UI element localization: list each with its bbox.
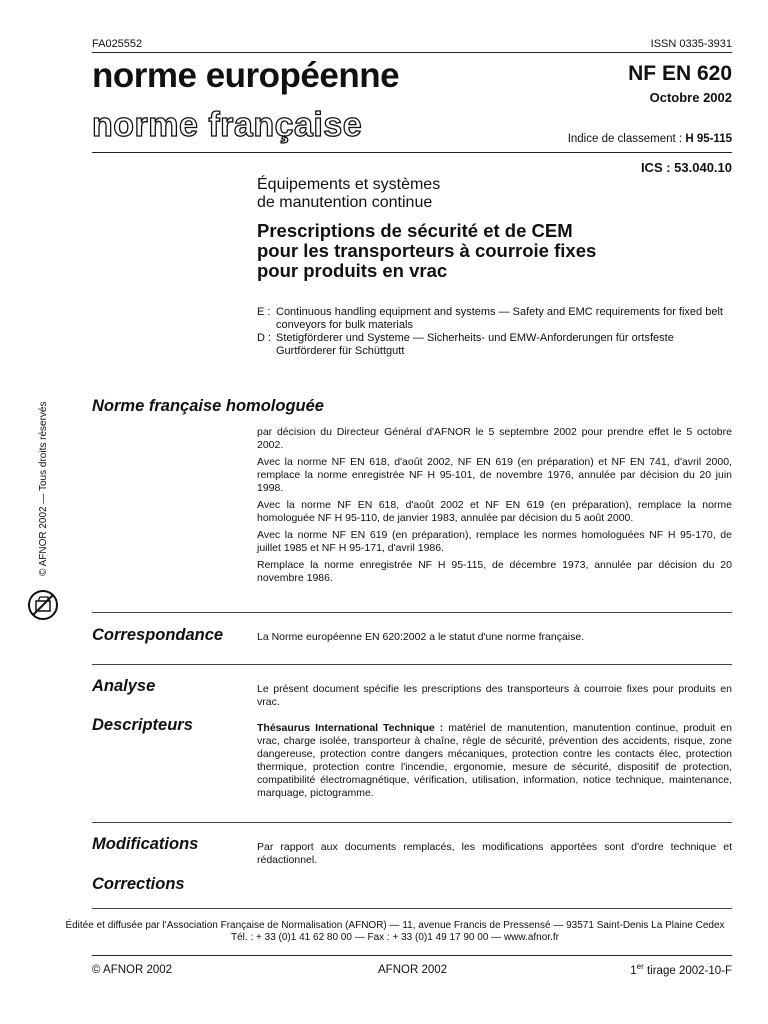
modifications-text: Par rapport aux documents remplacés, les modifications apportées sont d'ordre technique et rédactionnel. (257, 841, 732, 866)
ics-code: ICS : 53.040.10 (640, 160, 732, 175)
classement-value: H 95-115 (685, 133, 732, 145)
translation-lang: D : (257, 332, 272, 344)
issn: ISSN 0335-3931 (650, 38, 732, 50)
publisher-address: Éditée et diffusée par l'Association Française de Normalisation (AFNOR) — 11, avenue Francis de Pressensé — 93571 Saint-Denis La Plaine Cedex (65, 920, 725, 931)
tirage-number: 1 (630, 964, 637, 977)
tirage-label: tirage 2002-10-F (643, 964, 732, 977)
translated-titles (257, 306, 732, 358)
ics-divider (92, 152, 732, 153)
heading-homologuee: Norme française homologuée (92, 397, 324, 415)
title-norme-europeenne: norme européenne (92, 56, 400, 95)
homologuee-paragraph: Avec la norme NF EN 618, d'août 2002, NF EN 619 (en préparation) et NF EN 741, d'avril 2000, remplace la norme enregistrée NF H 95-101, de novembre 1976, annulée par décision du 20 juin 1998. (257, 456, 732, 494)
main-title-line-2: pour les transporteurs à courroie fixes (257, 240, 597, 261)
subject-line-1: Équipements et systèmes (257, 176, 441, 193)
standard-date: Octobre 2002 (649, 90, 732, 105)
subject (257, 176, 697, 212)
tirage-suffix: er (636, 962, 644, 971)
correspondance-text: La Norme européenne EN 620:2002 a le statut d'une norme française. (257, 631, 585, 643)
main-title-line-1: Prescriptions de sécurité et de CEM (257, 220, 573, 241)
footer-center: AFNOR 2002 (378, 964, 448, 976)
homologuee-paragraph: Avec la norme NF EN 618, d'août 2002 et NF EN 619 (en préparation), remplace la norme homologuée NF H 95-110, de janvier 1983, annulée par décision du 5 août 2000. (257, 499, 732, 524)
sidebar-copyright: © AFNOR 2002 — Tous droits réservés (38, 401, 49, 576)
publisher-info (60, 920, 730, 944)
translation-text: Continuous handling equipment and systems — Safety and EMC requirements for fixed belt conveyors for bulk materials (276, 306, 723, 331)
homologuee-paragraph: par décision du Directeur Général d'AFNOR le 5 septembre 2002 pour prendre effet le 5 octobre 2002. (257, 426, 732, 451)
homologuee-paragraph: Remplace la norme enregistrée NF H 95-115, de décembre 1973, annulée par décision du 20 novembre 1986. (257, 559, 732, 584)
main-title (257, 221, 732, 281)
section-divider (92, 908, 732, 909)
heading-modifications: Modifications (92, 835, 199, 853)
footer-copyright: © AFNOR 2002 (92, 964, 173, 976)
footer-tirage (630, 962, 732, 977)
homologuee-body (257, 426, 732, 589)
standard-number: NF EN 620 (628, 62, 732, 85)
section-divider (92, 612, 732, 613)
classement-label: Indice de classement : (567, 133, 683, 145)
heading-corrections: Corrections (92, 875, 185, 893)
header-divider (92, 52, 732, 53)
sidebar (20, 398, 70, 628)
homologuee-paragraph: Avec la norme NF EN 619 (en préparation), remplace les normes homologuées NF H 95-170, de juillet 1985 et NF H 95-171, d'avril 1986. (257, 529, 732, 554)
section-divider (92, 822, 732, 823)
analyse-text: Le présent document spécifie les prescriptions des transporteurs à courroie fixes pour produits en vrac. (257, 683, 732, 708)
translation-german (257, 332, 732, 358)
no-photocopy-icon (26, 588, 60, 622)
footer-divider (92, 955, 732, 956)
translation-english (257, 306, 732, 332)
heading-correspondance: Correspondance (92, 626, 224, 644)
translation-lang: E : (257, 306, 271, 318)
main-title-line-3: pour produits en vrac (257, 260, 448, 281)
descripteurs-text: matériel de manutention, manutention continue, produit en vrac, charge isolée, transporteur à chaîne, règle de sécurité, prévention des accidents, risque, zone dangereuse, protection contre dangers mécaniques, protection contre les contacts élec, protection thermique, protection contre l'incendie, ergonomie, mesure de sécurité, dispositif de protection, compatibilité électromagnétique, vérification, utilisation, information, notice technique, maintenance, marquage, pictogramme. (257, 722, 732, 799)
subject-line-2: de manutention continue (257, 194, 433, 211)
document-code: FA025552 (92, 38, 143, 50)
descripteurs-label: Thésaurus International Technique : (257, 722, 444, 734)
section-divider (92, 664, 732, 665)
translation-text: Stetigförderer und Systeme — Sicherheits- und EMW-Anforderungen für ortsfeste Gurtförderer für Schüttgutt (276, 332, 674, 357)
heading-analyse: Analyse (92, 677, 156, 695)
publisher-contact: Tél. : + 33 (0)1 41 62 80 00 — Fax : + 33 (0)1 49 17 90 00 — www.afnor.fr (231, 932, 559, 943)
descripteurs-body (257, 722, 732, 800)
heading-descripteurs: Descripteurs (92, 716, 193, 734)
title-norme-francaise: norme française (92, 106, 363, 144)
classement-index (568, 133, 732, 145)
